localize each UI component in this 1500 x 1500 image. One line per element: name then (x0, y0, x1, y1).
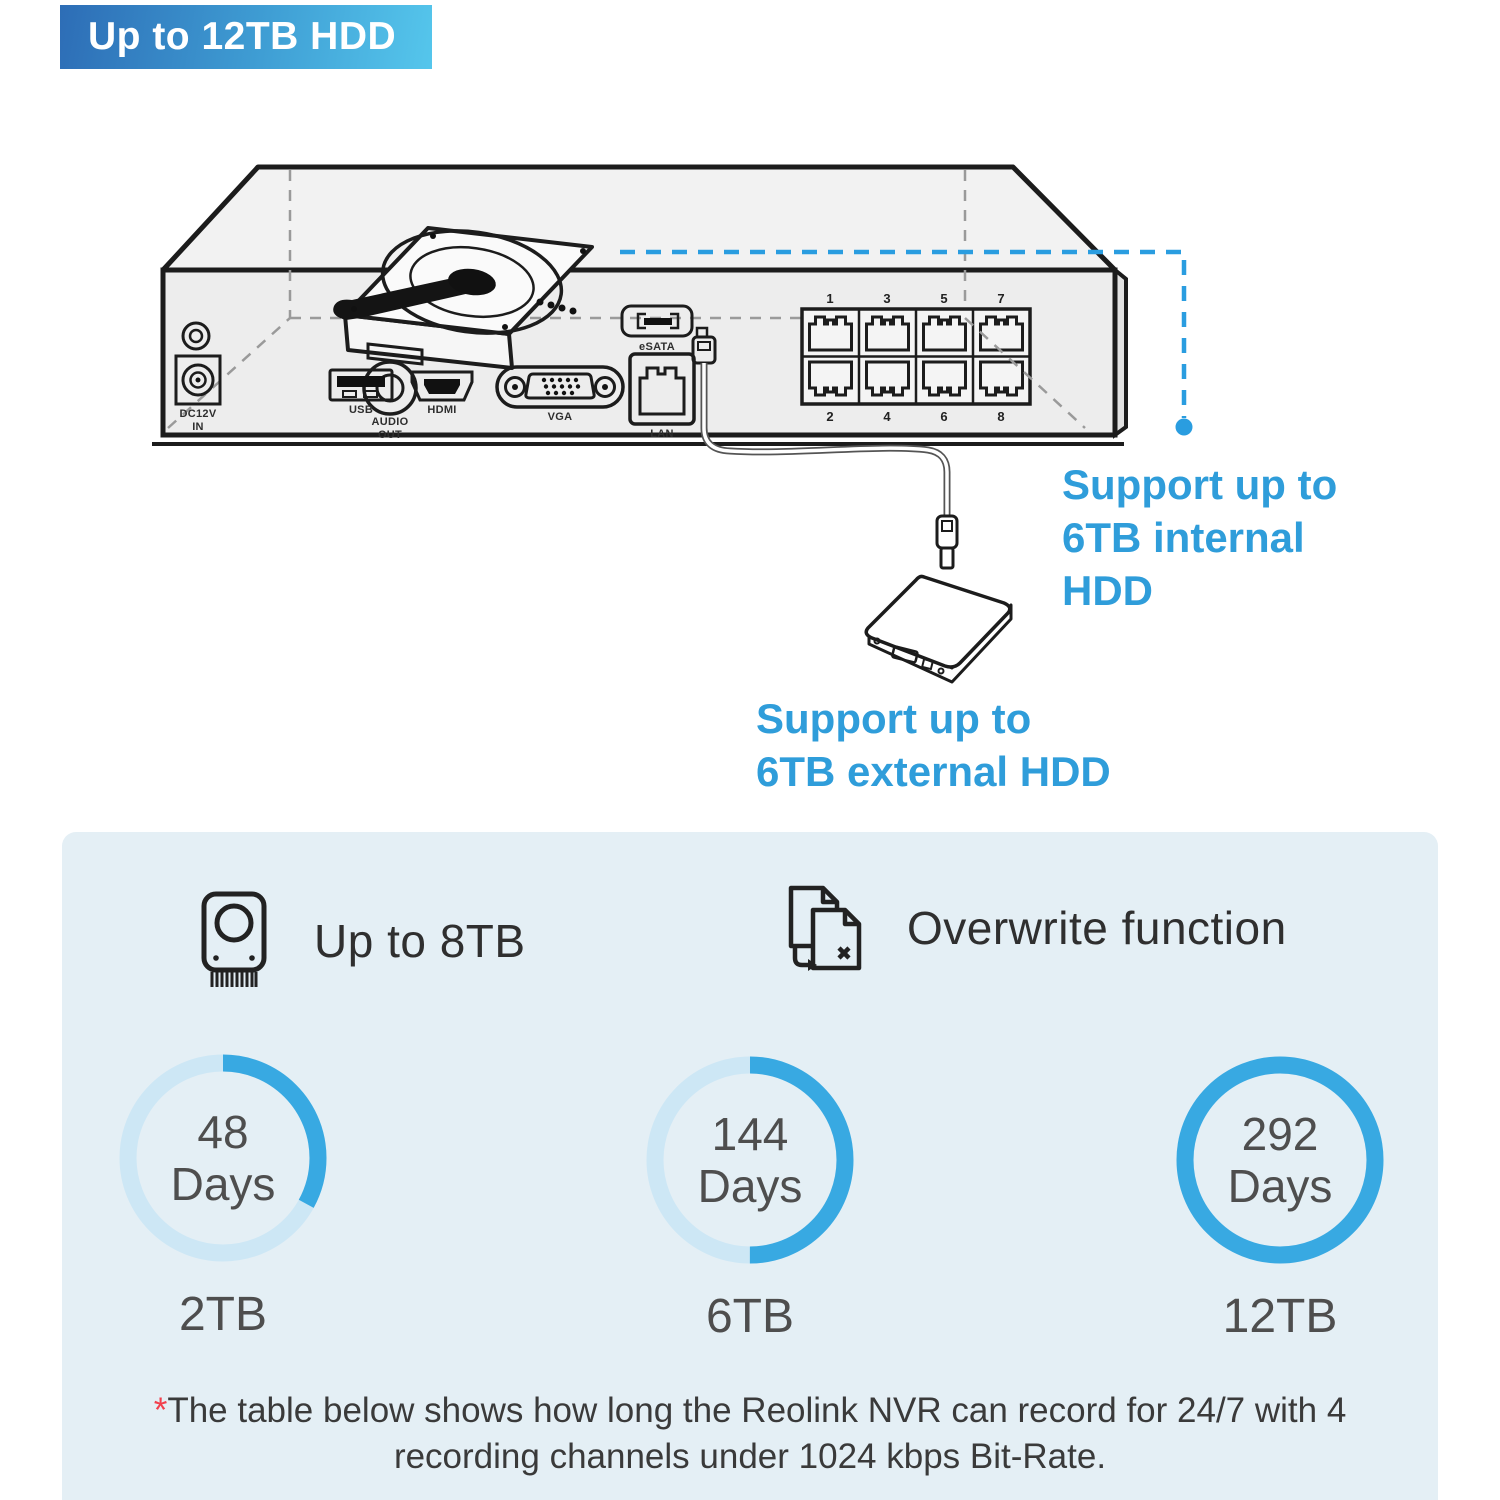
capacity-badge-label: Up to 12TB HDD (88, 15, 397, 58)
usb-label: USB (348, 404, 374, 416)
storage-ring-12tb (1165, 1045, 1395, 1344)
storage-ring-6tb (635, 1045, 865, 1344)
external-caption-line2: 6TB external HDD (756, 748, 1111, 795)
poe-num-8: 8 (997, 409, 1005, 424)
ring-days-value: 48 (197, 1105, 249, 1158)
feature-hdd-label: Up to 8TB (314, 915, 526, 967)
ring-days-value: 292 (1241, 1107, 1319, 1160)
poe-num-5: 5 (940, 291, 948, 306)
poe-num-6: 6 (940, 409, 948, 424)
poe-num-7: 7 (997, 291, 1005, 306)
internal-hdd-caption (1062, 458, 1337, 617)
ring-days-label: Days (170, 1158, 276, 1210)
footnote-asterisk: * (153, 1391, 168, 1430)
internal-caption-line2: 6TB internal (1062, 514, 1305, 561)
ring-center-text (635, 1045, 865, 1275)
capacity-badge (60, 5, 432, 69)
feature-overwrite (783, 882, 1287, 974)
footnote (62, 1388, 1438, 1480)
footnote-line2: recording channels under 1024 kbps Bit-Rate. (393, 1437, 1107, 1477)
ring-days-label: Days (697, 1160, 803, 1212)
ring-capacity-label: 2TB (178, 1288, 268, 1341)
poe-num-2: 2 (826, 409, 834, 424)
ring-days-label: Days (1227, 1160, 1333, 1212)
internal-caption-line1: Support up to (1062, 461, 1338, 508)
ring-capacity-label: 6TB (705, 1290, 795, 1343)
dc-port-label: DC12V (179, 408, 217, 420)
external-caption-line1: Support up to (756, 695, 1032, 742)
lan-label: LAN (650, 428, 674, 440)
overwrite-icon (783, 882, 867, 974)
esata-label: eSATA (639, 341, 675, 353)
ring-capacity-label: 12TB (1222, 1290, 1338, 1343)
footnote-line1-text: The table below shows how long the Reolink NVR can record for 24/7 with 4 (167, 1391, 1347, 1430)
audio-label: AUDIO (371, 416, 409, 428)
poe-num-3: 3 (883, 291, 891, 306)
audio-label2: OUT (377, 429, 403, 441)
storage-ring-2tb (108, 1043, 338, 1342)
internal-caption-line3: HDD (1062, 567, 1153, 614)
footnote-line1 (62, 1388, 1438, 1434)
external-hdd-caption (756, 692, 1111, 798)
vga-label: VGA (547, 411, 573, 423)
ring-center-text (108, 1043, 338, 1273)
ring-days-value: 144 (711, 1107, 789, 1160)
feature-overwrite-label: Overwrite function (907, 902, 1287, 954)
poe-num-1: 1 (826, 291, 834, 306)
poe-num-4: 4 (883, 409, 891, 424)
storage-panel (62, 832, 1438, 1500)
hdmi-label: HDMI (427, 404, 457, 416)
external-hdd-art (866, 576, 1011, 682)
ring-center-text (1165, 1045, 1395, 1275)
feature-hdd-capacity (200, 890, 526, 992)
hdd-icon (200, 890, 268, 992)
dc-port-label2: IN (192, 421, 204, 433)
